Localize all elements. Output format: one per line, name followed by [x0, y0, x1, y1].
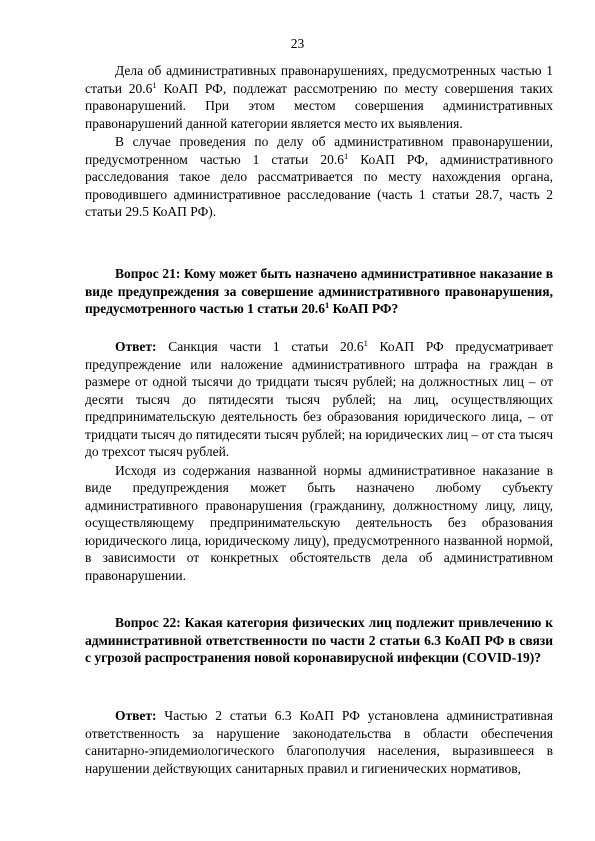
answer-21 [85, 338, 553, 584]
question-21 [85, 265, 553, 318]
answer-label: Ответ: [115, 339, 157, 354]
answer-22 [85, 707, 553, 777]
answer-label: Ответ: [115, 708, 157, 723]
paragraph-investigation: В случае проведения по делу об административном правонарушении, предусмотренном частью 1 статьи 20.6$^1$ КоАП РФ, административного расследования такое дело рассматривается по месту нахождения органа, проводившего административное расследование (часть 1 статьи 28.7, часть 2 статьи 29.5 КоАП РФ). [85, 134, 553, 219]
paragraph-jurisdiction: Дела об административных правонарушениях, предусмотренных частью 1 статьи 20.6$^1$ КоАП РФ, подлежат рассмотрению по месту совершения таких правонарушений. При этом местом совершения административных правонарушений данной категории является место их выявления. [85, 63, 554, 131]
question-22 [85, 614, 553, 667]
question-21-text: Вопрос 21: Кому может быть назначено административное наказание в виде предупреждения за совершение административного правонарушения, предусмотренного частью 1 статьи 20.6$^1$ КоАП РФ? [85, 266, 553, 316]
intro-section [85, 62, 553, 221]
answer-22-text: Ответ: Частью 2 статьи 6.3 КоАП РФ установлена административная ответственность за нарушение законодательства в области обеспечения санитарно-эпидемиологического благополучия населения, выразившееся в нарушении действующих санитарных правил и гигиенических нормативов, [85, 708, 553, 776]
page-number: 23 [290, 36, 305, 51]
answer-21-text: Ответ: Санкция части 1 статьи 20.6$^1$ КоАП РФ предусматривает предупреждение или наложение административного штрафа на граждан в размере от одной тысячи до тридцати тысяч рублей; на должностных лиц – от десяти тысяч до пятидесяти тысяч рублей; на лиц, осуществляющих предпринимательскую деятельность без образования юридического лица, – от тридцати тысяч до пятидесяти тысяч рублей; на юридических лиц – от ста тысяч до трехсот тысяч рублей. [85, 338, 553, 459]
answer-21-explanation: Исходя из содержания названной нормы административное наказание в виде предупреждения может быть назначено любому субъекту административного правонарушения (гражданину, должностному лицу, лицу, осуществляющему предпринимательскую деятельность без образования юридического лица, юридическому лицу), предусмотренного названной нормой, в зависимости от конкретных обстоятельств дела об административном правонарушении. [85, 462, 553, 583]
question-22-text: Вопрос 22: Какая категория физических лиц подлежит привлечению к административной ответственности по части 2 статьи 6.3 КоАП РФ в связи с угрозой распространения новой коронавирусной инфекции (COVID-19)? [85, 615, 553, 665]
